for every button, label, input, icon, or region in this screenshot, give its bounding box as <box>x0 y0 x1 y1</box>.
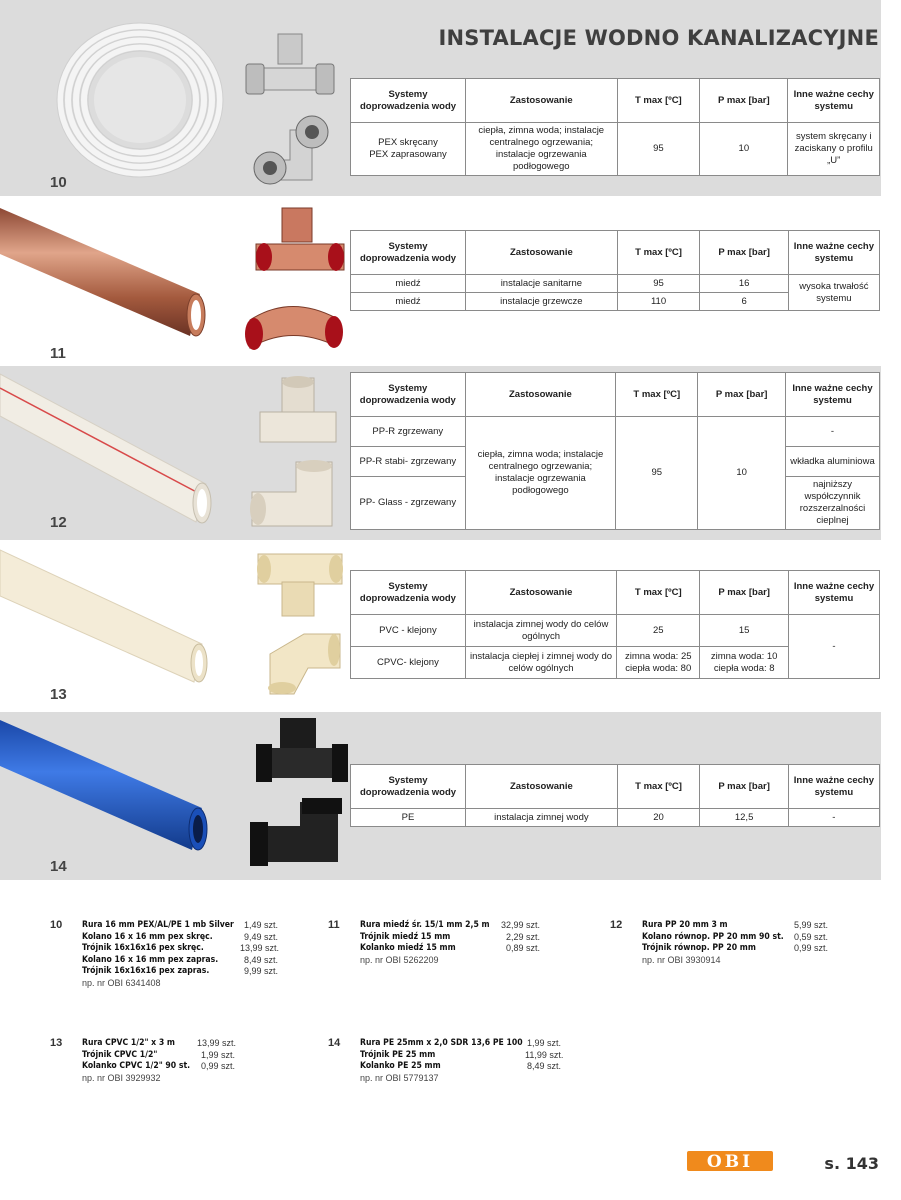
product-name: Trójnik 16x16x16 pex skręc. <box>82 943 204 953</box>
cell: zimna woda: 10 ciepła woda: 8 <box>700 647 789 679</box>
copper-elbow-fitting-image <box>240 290 352 356</box>
svg-text:OBI: OBI <box>706 1152 754 1171</box>
header-tmax: T max [ºC] <box>616 373 698 417</box>
product-name: Trójnik PE 25 mm <box>360 1049 436 1060</box>
table-row <box>351 809 880 827</box>
pvc-pipe-image <box>0 540 220 690</box>
cell: 10 <box>698 417 786 530</box>
product-reference: np. nr OBI 5779137 <box>360 1072 439 1083</box>
product-price: 1,99 szt. <box>526 1038 561 1048</box>
cell: PEX skręcany PEX zaprasowany <box>351 123 466 176</box>
pex-pipe-coil-image <box>48 14 228 184</box>
price-list-number: 10 <box>50 919 63 931</box>
copper-pipe-image <box>0 196 220 346</box>
cell: 95 <box>617 123 700 176</box>
price-item <box>360 1038 561 1050</box>
header-application: Zastosowanie <box>465 571 616 615</box>
pex-elbow-fitting-image <box>250 110 342 188</box>
cell: ciepła, zimna woda; instalacje centralnego ogrzewania; instalacje ogrzewania podłogowego <box>465 417 616 530</box>
product-name: Kolanko miedź 15 mm <box>360 943 456 953</box>
cell: 15 <box>700 615 789 647</box>
cell: 95 <box>617 275 700 293</box>
cell: instalacja zimnej wody <box>466 809 618 827</box>
spec-table-13 <box>350 570 880 679</box>
header-systems: Systemy doprowadzenia wody <box>351 79 466 123</box>
cell: 10 <box>700 123 788 176</box>
product-price: 13,99 szt. <box>240 943 280 953</box>
product-price: 2,29 szt. <box>505 931 540 942</box>
cell: wysoka trwałość systemu <box>788 275 879 311</box>
copper-tee-fitting-image <box>252 204 348 284</box>
cell: - <box>788 809 879 827</box>
cell: - <box>785 417 879 447</box>
product-name: Rura miedź śr. 15/1 mm 2,5 m <box>360 920 490 930</box>
product-name: Trójnik CPVC 1/2" <box>82 1049 158 1060</box>
price-item <box>642 920 828 932</box>
table-row <box>351 275 880 293</box>
header-application: Zastosowanie <box>466 765 618 809</box>
cell: PP-R zgrzewany <box>351 417 466 447</box>
pe-tee-fitting-image <box>254 714 350 790</box>
page-number: s. 143 <box>824 1154 879 1173</box>
cell: najniższy współczynnik rozszerzalności cieplnej <box>785 477 879 530</box>
pp-elbow-fitting-image <box>246 456 342 536</box>
price-item <box>82 920 278 932</box>
price-item <box>642 943 828 955</box>
price-item <box>82 1038 235 1050</box>
product-price: 32,99 szt. <box>500 920 540 930</box>
cell: PP-R stabi- zgrzewany <box>351 447 466 477</box>
product-name: Trójnik równop. PP 20 mm <box>642 943 756 953</box>
price-item <box>82 966 278 978</box>
table-row <box>351 123 880 176</box>
price-item <box>360 1061 561 1073</box>
cell: miedź <box>351 293 466 311</box>
header-tmax: T max [ºC] <box>617 79 700 123</box>
product-price: 0,99 szt. <box>793 943 828 953</box>
product-price: 9,99 szt. <box>243 966 278 976</box>
header-systems: Systemy doprowadzenia wody <box>351 571 466 615</box>
price-item <box>82 1050 235 1062</box>
spec-table-12 <box>350 372 880 530</box>
header-pmax: P max [bar] <box>698 373 786 417</box>
price-list-number: 13 <box>50 1037 63 1049</box>
product-name: Rura CPVC 1/2" x 3 m <box>82 1038 175 1048</box>
header-other: Inne ważne cechy systemu <box>788 571 879 615</box>
price-item <box>642 932 828 944</box>
price-item <box>82 943 278 955</box>
header-pmax: P max [bar] <box>700 571 789 615</box>
product-name: Kolano 16 x 16 mm pex zapras. <box>82 954 219 965</box>
cell: 20 <box>617 809 700 827</box>
cell: 25 <box>617 615 700 647</box>
header-pmax: P max [bar] <box>700 231 788 275</box>
header-tmax: T max [ºC] <box>617 571 700 615</box>
product-price: 0,59 szt. <box>793 931 828 942</box>
header-other: Inne ważne cechy systemu <box>788 79 880 123</box>
cell: 6 <box>700 293 788 311</box>
header-systems: Systemy doprowadzenia wody <box>351 231 466 275</box>
cpvc-tee-fitting-image <box>254 548 346 620</box>
header-tmax: T max [ºC] <box>617 765 700 809</box>
header-tmax: T max [ºC] <box>617 231 700 275</box>
product-name: Trójnik miedź 15 mm <box>360 931 451 942</box>
section-number-13: 13 <box>50 686 67 703</box>
price-list-number: 11 <box>328 919 340 931</box>
product-reference: np. nr OBI 6341408 <box>82 977 161 988</box>
page-title: INSTALACJE WODNO KANALIZACYJNE <box>438 26 879 50</box>
product-name: Rura 16 mm PEX/AL/PE 1 mb Silver <box>82 920 234 930</box>
cell: wkładka aluminiowa <box>785 447 879 477</box>
product-price: 0,89 szt. <box>505 943 540 953</box>
price-list-number: 14 <box>328 1037 341 1049</box>
spec-table-10 <box>350 78 880 176</box>
cell: - <box>788 615 879 679</box>
cell: 110 <box>617 293 700 311</box>
header-other: Inne ważne cechy systemu <box>788 765 879 809</box>
product-reference: np. nr OBI 5262209 <box>360 954 439 965</box>
pp-tee-fitting-image <box>256 374 340 454</box>
product-name: Rura PE 25mm x 2,0 SDR 13,6 PE 100 <box>360 1038 523 1048</box>
header-pmax: P max [bar] <box>700 79 788 123</box>
price-item <box>360 943 540 955</box>
header-systems: Systemy doprowadzenia wody <box>351 765 466 809</box>
spec-table-11 <box>350 230 880 311</box>
spec-table-14 <box>350 764 880 827</box>
header-pmax: P max [bar] <box>700 765 788 809</box>
product-price: 11,99 szt. <box>525 1049 564 1060</box>
product-price: 1,49 szt. <box>243 920 278 930</box>
pe-pipe-image <box>0 712 220 862</box>
price-item <box>360 932 540 944</box>
pex-tee-fitting-image <box>244 30 336 110</box>
cell: instalacje grzewcze <box>466 293 618 311</box>
table-row <box>351 615 880 647</box>
product-name: Kolano 16 x 16 mm pex skręc. <box>82 931 213 942</box>
price-item <box>82 1061 235 1073</box>
cell: PVC - klejony <box>351 615 466 647</box>
header-other: Inne ważne cechy systemu <box>788 231 879 275</box>
cell: PP- Glass - zgrzewany <box>351 477 466 530</box>
pp-pipe-image <box>0 366 220 526</box>
cell: 95 <box>616 417 698 530</box>
product-name: Rura PP 20 mm 3 m <box>642 920 728 930</box>
header-systems: Systemy doprowadzenia wody <box>351 373 466 417</box>
cell: system skręcany i zaciskany o profilu „U” <box>788 123 880 176</box>
header-application: Zastosowanie <box>466 231 618 275</box>
header-application: Zastosowanie <box>465 373 616 417</box>
product-name: Kolanko CPVC 1/2" 90 st. <box>82 1061 191 1071</box>
obi-logo <box>687 1151 773 1171</box>
product-price: 13,99 szt. <box>197 1038 237 1048</box>
cell: zimna woda: 25 ciepła woda: 80 <box>617 647 700 679</box>
header-other: Inne ważne cechy systemu <box>785 373 879 417</box>
product-name: Trójnik 16x16x16 pex zapras. <box>82 966 210 976</box>
section-number-12: 12 <box>50 514 67 531</box>
cell: PE <box>351 809 466 827</box>
product-price: 5,99 szt. <box>793 920 828 930</box>
product-reference: np. nr OBI 3930914 <box>642 954 721 965</box>
header-application: Zastosowanie <box>466 79 618 123</box>
section-number-10: 10 <box>50 174 67 191</box>
price-list-number: 12 <box>610 919 623 931</box>
price-item <box>360 920 540 932</box>
cell: 12,5 <box>700 809 788 827</box>
cell: instalacja zimnej wody do celów ogólnych <box>465 615 616 647</box>
product-price: 1,99 szt. <box>200 1049 235 1060</box>
cell: CPVC- klejony <box>351 647 466 679</box>
cell: instalacja ciepłej i zimnej wody do celów ogólnych <box>465 647 616 679</box>
cell: instalacje sanitarne <box>466 275 618 293</box>
product-price: 0,99 szt. <box>200 1061 235 1071</box>
section-number-11: 11 <box>50 345 66 362</box>
product-name: Kolano równop. PP 20 mm 90 st. <box>642 931 784 942</box>
pe-elbow-fitting-image <box>248 796 348 868</box>
cell: ciepła, zimna woda; instalacje centralnego ogrzewania; instalacje ogrzewania podłogowego <box>466 123 618 176</box>
table-row <box>351 417 880 447</box>
price-item <box>82 955 278 967</box>
cell: 16 <box>700 275 788 293</box>
section-number-14: 14 <box>50 858 67 875</box>
cpvc-elbow-fitting-image <box>264 624 344 700</box>
price-item <box>360 1049 564 1062</box>
product-price: 8,49 szt. <box>526 1061 561 1071</box>
cell: miedź <box>351 275 466 293</box>
product-price: 9,49 szt. <box>243 931 278 942</box>
product-price: 8,49 szt. <box>243 954 278 965</box>
product-reference: np. nr OBI 3929932 <box>82 1072 161 1083</box>
product-name: Kolanko PE 25 mm <box>360 1061 441 1071</box>
price-item <box>82 932 278 944</box>
